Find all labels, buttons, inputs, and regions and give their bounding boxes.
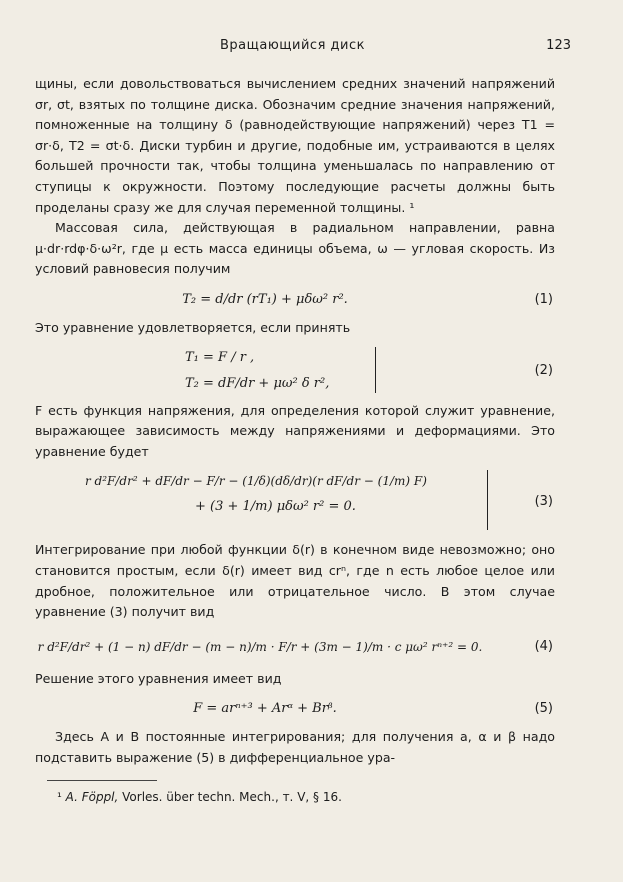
footnote-author: A. Föppl,	[65, 790, 119, 805]
equation-4	[35, 627, 555, 665]
equation-2	[35, 343, 555, 397]
paragraph-3: Это уравнение удовлетворяется, если принять	[35, 319, 351, 335]
equation-3-bracket	[487, 470, 488, 530]
equation-1-body: T₂ = d/dr (rT₁) + μδω² r².	[182, 291, 348, 307]
paragraph-1: щины, если довольствоваться вычислением средних значений напряжений σr, σt, взятых по толщине диска. Обозначим средние значения напряжений, помноженные на толщину δ (равнодействующие напряжений) через T1 = σr·δ, T2 = σt·δ. Диски турбин и другие, подобные им, устраиваются в целях большей прочности так, чтобы толщина уменьшалась по направлению от ступицы к окружности. Поэтому последующие расчеты должны быть проделаны сразу же для случая переменной толщины. ¹	[35, 76, 555, 215]
footnote-text: Vorles. über techn. Mech., т. V, § 16.	[122, 790, 342, 805]
header-title: Вращающийся диск	[220, 38, 365, 53]
paragraph-5: Интегрирование при любой функции δ(r) в конечном виде невозможно; оно становится простым, если δ(r) имеет вид crⁿ, где n есть любое целое или дробное, положительное или отрицательное число. В этом случае уравнение (3) получит вид	[35, 542, 555, 620]
equation-3-line-2: + (3 + 1/m) μδω² r² = 0.	[195, 499, 356, 515]
equation-5	[35, 693, 555, 723]
footnote-divider	[47, 780, 157, 781]
paragraph-4: F есть функция напряжения, для определения которой служит уравнение, выражающее зависимость между напряжениями и деформациями. Это уравнение будет	[35, 402, 555, 459]
equation-2-line-1: T₁ = F / r ,	[185, 349, 255, 365]
equation-3	[35, 466, 555, 536]
page-number: 123	[546, 38, 571, 53]
equation-2-bracket	[375, 347, 376, 393]
equation-4-body: r d²F/dr² + (1 − n) dF/dr − (m − n)/m · F/r + (3m − 1)/m · c μω² rⁿ⁺² = 0.	[37, 639, 483, 654]
footnote-marker: ¹	[57, 790, 62, 805]
equation-1	[35, 284, 555, 314]
paragraph-6: Решение этого уравнения имеет вид	[35, 670, 282, 686]
equation-3-line-1: r d²F/dr² + dF/dr − F/r − (1/δ)(dδ/dr)(r dF/dr − (1/m) F)	[85, 474, 427, 489]
equation-3-number: (3)	[534, 494, 553, 510]
equation-2-line-2: T₂ = dF/dr + μω² δ r²,	[185, 375, 330, 391]
equation-2-number: (2)	[534, 362, 553, 378]
paragraph-7: Здесь A и B постоянные интегрирования; для получения a, α и β надо подставить выражение (5) в дифференциальное ура-	[35, 729, 555, 765]
footnote	[57, 787, 555, 808]
equation-1-number: (1)	[534, 291, 553, 307]
page-body	[35, 74, 555, 808]
running-header	[40, 38, 571, 56]
equation-5-body: F = arⁿ⁺³ + Arᵅ + Brᵝ.	[193, 701, 337, 717]
paragraph-2: Массовая сила, действующая в радиальном направлении, равна μ·dr·rdφ·δ·ω²r, где μ есть масса единицы объема, ω — угловая скорость. Из условий равновесия получим	[35, 220, 555, 277]
equation-5-number: (5)	[534, 701, 553, 717]
equation-4-number: (4)	[534, 638, 553, 654]
